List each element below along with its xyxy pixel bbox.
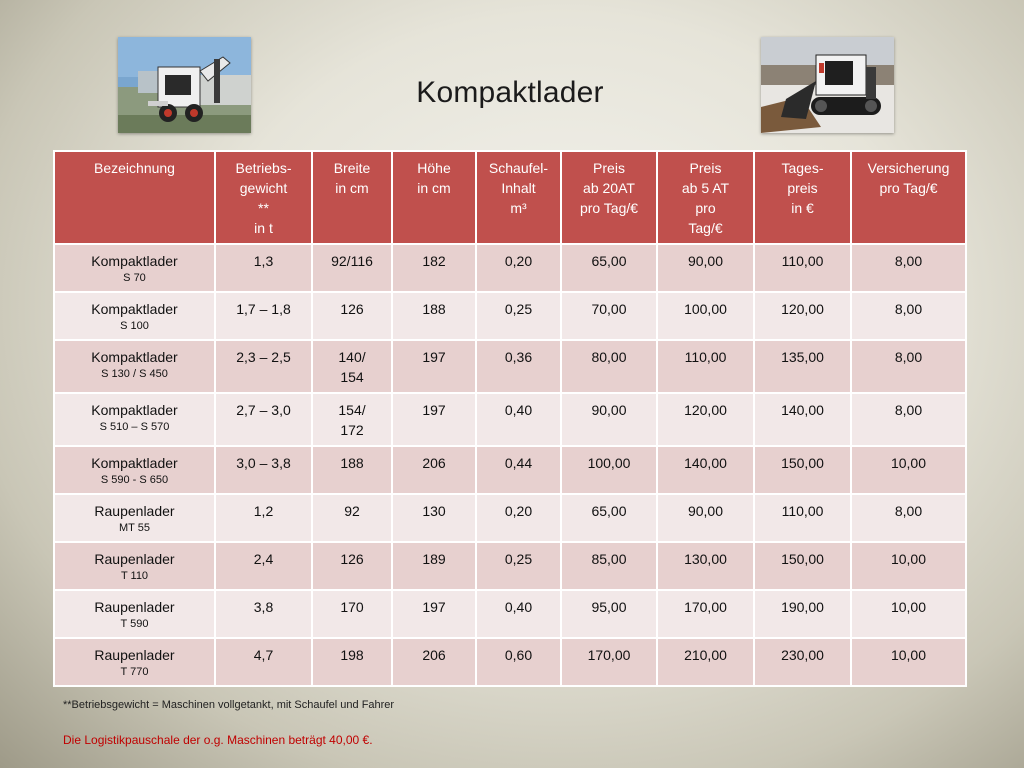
header-versicherung: Versicherung pro Tag/€: [851, 151, 966, 244]
cell-versicherung: 8,00: [851, 393, 966, 446]
cell-schaufel: 0,60: [476, 638, 561, 686]
cell-tagespreis: 150,00: [754, 542, 851, 590]
cell-versicherung: 8,00: [851, 244, 966, 292]
cell-preis20: 90,00: [561, 393, 657, 446]
cell-breite: 92/116: [312, 244, 392, 292]
header-schaufelinhalt: Schaufel- Inhalt m³: [476, 151, 561, 244]
cell-versicherung: 10,00: [851, 590, 966, 638]
header-bezeichnung: Bezeichnung: [54, 151, 215, 244]
cell-tagespreis: 140,00: [754, 393, 851, 446]
cell-breite: 154/ 172: [312, 393, 392, 446]
cell-tagespreis: 150,00: [754, 446, 851, 494]
cell-weight: 4,7: [215, 638, 312, 686]
cell-breite: 198: [312, 638, 392, 686]
cell-weight: 2,4: [215, 542, 312, 590]
price-table: [53, 150, 967, 687]
cell-hoehe: 197: [392, 590, 476, 638]
cell-hoehe: 197: [392, 393, 476, 446]
cell-versicherung: 8,00: [851, 340, 966, 393]
cell-breite: 126: [312, 292, 392, 340]
cell-versicherung: 8,00: [851, 494, 966, 542]
cell-schaufel: 0,20: [476, 244, 561, 292]
header-betriebsgewicht: Betriebs- gewicht ** in t: [215, 151, 312, 244]
cell-preis20: 80,00: [561, 340, 657, 393]
cell-bezeichnung: Raupenlader T 110: [54, 542, 215, 590]
cell-bezeichnung: Kompaktlader S 510 – S 570: [54, 393, 215, 446]
logistik-note: Die Logistikpauschale der o.g. Maschinen beträgt 40,00 €.: [63, 733, 373, 747]
table-row: [54, 542, 966, 590]
cell-versicherung: 10,00: [851, 446, 966, 494]
cell-preis5: 90,00: [657, 494, 754, 542]
cell-breite: 188: [312, 446, 392, 494]
table-row: [54, 393, 966, 446]
cell-hoehe: 206: [392, 638, 476, 686]
cell-breite: 170: [312, 590, 392, 638]
cell-tagespreis: 120,00: [754, 292, 851, 340]
cell-bezeichnung: Kompaktlader S 100: [54, 292, 215, 340]
cell-preis5: 100,00: [657, 292, 754, 340]
table-row: [54, 590, 966, 638]
cell-weight: 1,7 – 1,8: [215, 292, 312, 340]
cell-preis20: 95,00: [561, 590, 657, 638]
cell-preis5: 110,00: [657, 340, 754, 393]
cell-versicherung: 10,00: [851, 638, 966, 686]
table-row: [54, 340, 966, 393]
cell-preis5: 210,00: [657, 638, 754, 686]
cell-tagespreis: 230,00: [754, 638, 851, 686]
cell-preis20: 65,00: [561, 244, 657, 292]
cell-weight: 2,7 – 3,0: [215, 393, 312, 446]
cell-breite: 140/ 154: [312, 340, 392, 393]
header-hoehe: Höhe in cm: [392, 151, 476, 244]
cell-bezeichnung: Raupenlader T 770: [54, 638, 215, 686]
cell-preis20: 65,00: [561, 494, 657, 542]
cell-preis5: 140,00: [657, 446, 754, 494]
cell-tagespreis: 110,00: [754, 244, 851, 292]
cell-preis5: 130,00: [657, 542, 754, 590]
table-header-row: [54, 151, 966, 244]
compact-track-loader-image: [761, 37, 894, 133]
header-breite: Breite in cm: [312, 151, 392, 244]
footnote-betriebsgewicht: **Betriebsgewicht = Maschinen vollgetankt, mit Schaufel und Fahrer: [63, 699, 395, 711]
cell-preis20: 100,00: [561, 446, 657, 494]
cell-schaufel: 0,44: [476, 446, 561, 494]
cell-schaufel: 0,40: [476, 590, 561, 638]
cell-hoehe: 197: [392, 340, 476, 393]
cell-weight: 1,2: [215, 494, 312, 542]
table-row: [54, 494, 966, 542]
header-tagespreis: Tages- preis in €: [754, 151, 851, 244]
cell-preis20: 170,00: [561, 638, 657, 686]
cell-hoehe: 182: [392, 244, 476, 292]
cell-preis5: 120,00: [657, 393, 754, 446]
cell-weight: 1,3: [215, 244, 312, 292]
cell-bezeichnung: Kompaktlader S 590 - S 650: [54, 446, 215, 494]
cell-bezeichnung: Raupenlader MT 55: [54, 494, 215, 542]
cell-bezeichnung: Kompaktlader S 130 / S 450: [54, 340, 215, 393]
table-row: [54, 244, 966, 292]
cell-weight: 2,3 – 2,5: [215, 340, 312, 393]
cell-hoehe: 189: [392, 542, 476, 590]
cell-tagespreis: 190,00: [754, 590, 851, 638]
cell-preis5: 90,00: [657, 244, 754, 292]
cell-breite: 126: [312, 542, 392, 590]
table-row: [54, 638, 966, 686]
table-row: [54, 446, 966, 494]
skid-steer-loader-image: [118, 37, 251, 133]
cell-versicherung: 10,00: [851, 542, 966, 590]
cell-preis5: 170,00: [657, 590, 754, 638]
cell-versicherung: 8,00: [851, 292, 966, 340]
cell-hoehe: 130: [392, 494, 476, 542]
cell-weight: 3,8: [215, 590, 312, 638]
cell-schaufel: 0,25: [476, 292, 561, 340]
cell-preis20: 85,00: [561, 542, 657, 590]
cell-hoehe: 188: [392, 292, 476, 340]
cell-schaufel: 0,36: [476, 340, 561, 393]
cell-bezeichnung: Raupenlader T 590: [54, 590, 215, 638]
cell-schaufel: 0,20: [476, 494, 561, 542]
cell-schaufel: 0,25: [476, 542, 561, 590]
cell-schaufel: 0,40: [476, 393, 561, 446]
cell-preis20: 70,00: [561, 292, 657, 340]
cell-tagespreis: 110,00: [754, 494, 851, 542]
header-preis-20at: Preis ab 20AT pro Tag/€: [561, 151, 657, 244]
cell-breite: 92: [312, 494, 392, 542]
cell-tagespreis: 135,00: [754, 340, 851, 393]
header-preis-5at: Preis ab 5 AT pro Tag/€: [657, 151, 754, 244]
cell-weight: 3,0 – 3,8: [215, 446, 312, 494]
page-title: Kompaktlader: [416, 76, 604, 109]
cell-bezeichnung: Kompaktlader S 70: [54, 244, 215, 292]
cell-hoehe: 206: [392, 446, 476, 494]
table-row: [54, 292, 966, 340]
